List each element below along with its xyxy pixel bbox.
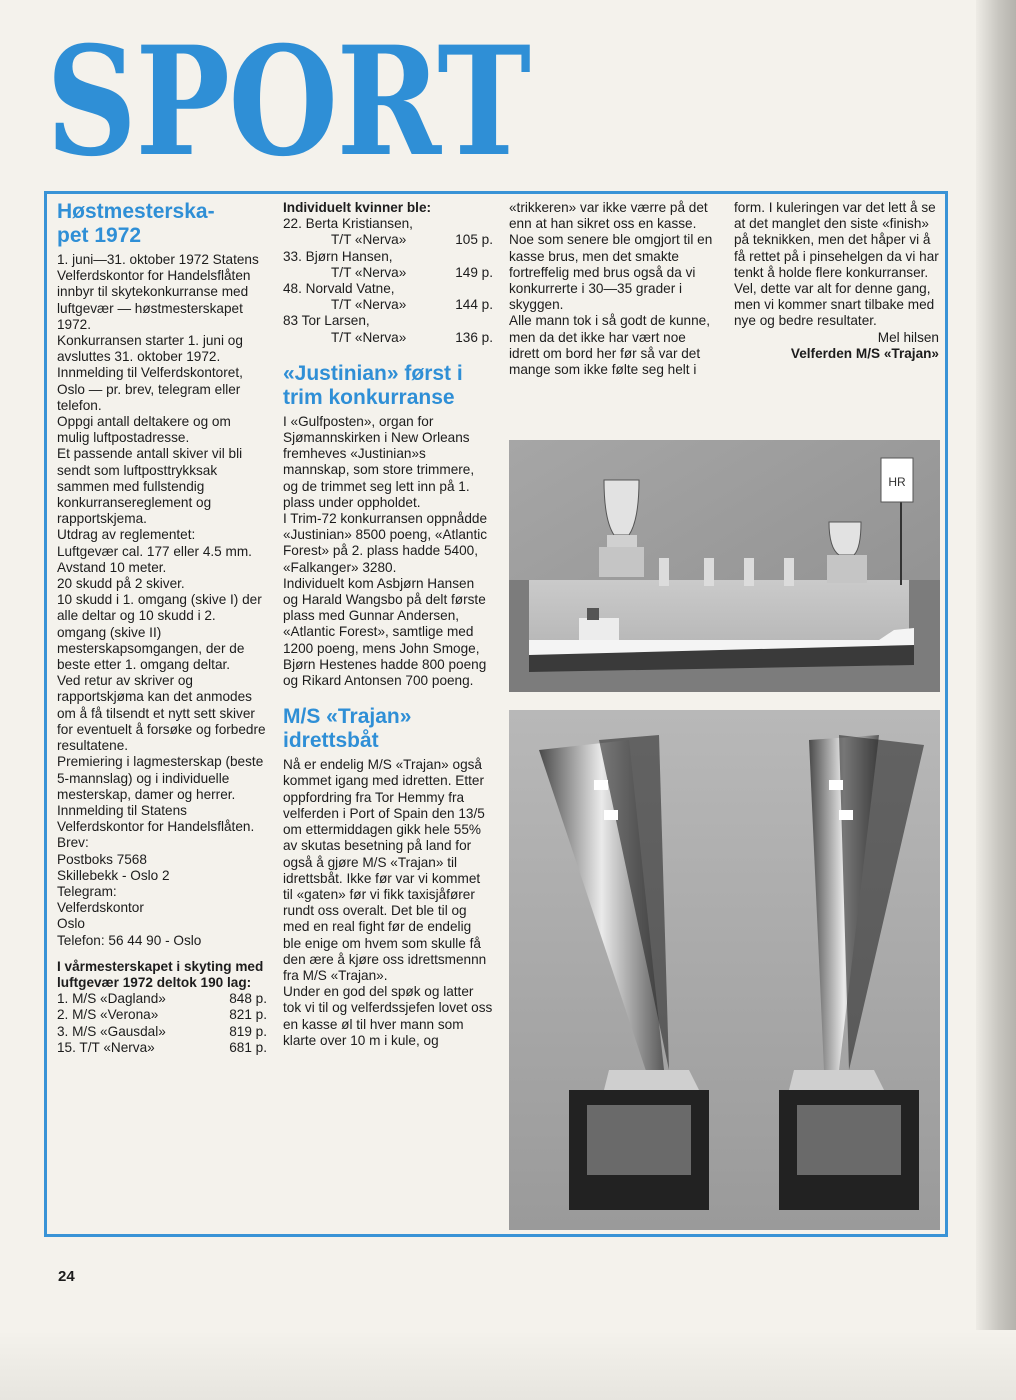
trajan-paragraph: Nå er endelig M/S «Trajan» også kommet igang med idretten. Etter oppfordring fra Tor Hemmy fra velferden i Port of Spain den 13/5 om ettermiddagen gikk hele 55% av skutas besetning på land for også å gjøre M/S «Trajan» til idrettsbåt. Ikke før var vi kommet til «gaten» før vi fikk taxisjåfører rundt oss overalt. Det ble til og med en real fight før de endelig ble enige om hvem som skulle få den ære å kjøre oss idrettsmennn fra M/S «Trajan». bbox=[283, 757, 487, 983]
trophy-left-collar bbox=[604, 1070, 699, 1090]
result-ship: 2. M/S «Verona» bbox=[57, 1007, 159, 1023]
emblem-flag bbox=[839, 810, 853, 820]
column-1 bbox=[57, 200, 267, 1056]
result-ship: 3. M/S «Gausdal» bbox=[57, 1023, 166, 1039]
women-name: 48. Norvald Vatne, bbox=[283, 281, 395, 297]
trophy-cup-medium-base bbox=[827, 555, 867, 583]
women-points: 149 p. bbox=[455, 264, 493, 280]
result-points: 821 p. bbox=[229, 1007, 267, 1023]
address-line: Oslo bbox=[57, 916, 85, 932]
justinian-paragraph: I «Gulfposten», organ for Sjømannskirken i New Orleans fremheves «Justinian»s mannskap, som store trimmere, og de trimmet seg lett inn på 1. plass under oppholdet. bbox=[283, 413, 475, 510]
women-ship: T/T «Nerva» bbox=[331, 297, 407, 313]
ship-funnel bbox=[587, 608, 599, 620]
heading-hostmesterskapet: Høstmesterska- pet 1972 bbox=[57, 200, 215, 247]
photo-two-trophies bbox=[509, 710, 940, 1230]
col1-paragraph: 20 skudd på 2 skiver. bbox=[57, 576, 185, 592]
col1-paragraph: Innmelding til Velferdskontoret, Oslo — pr. brev, telegram eller telefon. bbox=[57, 365, 243, 413]
women-line bbox=[283, 297, 493, 313]
women-results bbox=[283, 216, 493, 346]
col3-paragraph: «trikkeren» var ikke værre på det enn at han sikret oss en kasse. Noe som senere ble omgjort til en kasse brus, men det smakte fortreffelig med brus også da vi konkurrerte i 30—35 grader i skyggen. bbox=[509, 200, 713, 313]
page-bottom-margin bbox=[0, 1330, 1016, 1400]
women-line bbox=[283, 330, 493, 346]
ship-bridge bbox=[579, 618, 619, 640]
women-line bbox=[283, 265, 493, 281]
masthead-title: SPORT bbox=[46, 14, 530, 190]
hr-flag-text: HR bbox=[888, 475, 906, 489]
col1-paragraph: Premiering i lagmesterskap (beste 5-mannslag) og i individuelle mesterskap, damer og herrer. bbox=[57, 754, 264, 802]
result-points: 681 p. bbox=[229, 1039, 267, 1055]
women-line bbox=[283, 232, 493, 248]
small-cup bbox=[784, 558, 794, 586]
photo-two-trophies-svg bbox=[509, 710, 940, 1230]
col4-paragraph: form. I kuleringen var det lett å se at det manglet den siste «finish» på teknikken, men det håper vi å få rettet på i pinsehelgen da vi har tenkt å holde flere konkurranser. bbox=[734, 200, 939, 280]
women-name: 33. Bjørn Hansen, bbox=[283, 248, 393, 264]
page-binding-shadow bbox=[976, 0, 1016, 1400]
result-row bbox=[57, 1007, 267, 1023]
column-3 bbox=[509, 200, 714, 378]
women-ship: T/T «Nerva» bbox=[331, 232, 407, 248]
photo-trophies-ship-model bbox=[509, 440, 940, 692]
women-points: 144 p. bbox=[455, 297, 493, 313]
women-points: 136 p. bbox=[455, 329, 493, 345]
col3-paragraph: Alle mann tok i så godt de kunne, men da det ikke har vært noe idrett om bord her før så var det mange som ikke følte seg helt i bbox=[509, 313, 711, 378]
col4-paragraph: Vel, dette var alt for denne gang, men vi kommer snart tilbake med nye og bedre resultater. bbox=[734, 281, 935, 329]
col1-paragraph: 1. juni—31. oktober 1972 Statens Velferdskontor for Handelsflåten innbyr til skytekonkurranse med luftgevær — høstmesterskapet 1972. bbox=[57, 252, 259, 332]
result-points: 819 p. bbox=[229, 1023, 267, 1039]
heading-trajan: M/S «Trajan» idrettsbåt bbox=[283, 705, 412, 753]
women-entry bbox=[283, 249, 493, 281]
address-line: Brev: bbox=[57, 835, 89, 851]
col1-paragraph: Konkurransen starter 1. juni og avsluttes 31. oktober 1972. bbox=[57, 333, 243, 365]
signature: Velferden M/S «Trajan» bbox=[790, 345, 939, 361]
justinian-text bbox=[283, 414, 493, 689]
col1-paragraph: 10 skudd i 1. omgang (skive I) der alle deltar og 10 skudd i 2. omgang (skive II) mesterskapsomgangen, der de beste etter 1. omgang deltar. bbox=[57, 592, 262, 673]
women-ship: T/T «Nerva» bbox=[331, 264, 407, 280]
address-line: Velferdskontor bbox=[57, 900, 144, 916]
women-name: 83 Tor Larsen, bbox=[283, 313, 370, 329]
emblem-flag bbox=[604, 810, 618, 820]
col1-paragraph: Et passende antall skiver vil bli sendt som luftposttrykksak sammen med fullstendig konkurransereglement og rapportskjema. bbox=[57, 446, 243, 527]
address-line: Telegram: bbox=[57, 883, 117, 899]
col1-paragraph: Innmelding til Statens Velferdskontor for Handelsflåten. bbox=[57, 802, 255, 835]
emblem-flag bbox=[829, 780, 843, 790]
trophy-right-collar bbox=[789, 1070, 884, 1090]
women-heading: Individuelt kvinner ble: bbox=[283, 200, 432, 215]
column-2 bbox=[283, 200, 493, 1049]
heading-justinian: «Justinian» først i trim konkurranse bbox=[283, 361, 463, 409]
small-cup bbox=[744, 558, 754, 586]
address-line: Postboks 7568 bbox=[57, 851, 147, 867]
col1-paragraph: Luftgevær cal. 177 eller 4.5 mm. bbox=[57, 543, 252, 559]
trophy-cup-large-base bbox=[599, 547, 644, 577]
trophy-right-plaque bbox=[797, 1105, 901, 1175]
address-line: Telefon: 56 44 90 - Oslo bbox=[57, 932, 202, 948]
photo-trophies-svg bbox=[509, 440, 940, 692]
col1-paragraph: Utdrag av reglementet: bbox=[57, 527, 196, 543]
results-heading: I vårmesterskapet i skyting med luftgevær 1972 deltok 190 lag: bbox=[57, 958, 264, 990]
emblem-flag bbox=[594, 780, 608, 790]
address-line: Skillebekk - Oslo 2 bbox=[57, 867, 170, 883]
results-list bbox=[57, 991, 267, 1056]
small-cup bbox=[659, 558, 669, 586]
col1-paragraph: Oppgi antall deltakere og om mulig luftpostadresse. bbox=[57, 414, 231, 446]
column-4 bbox=[734, 200, 939, 362]
small-cup bbox=[704, 558, 714, 586]
result-row bbox=[57, 991, 267, 1007]
trajan-text bbox=[283, 757, 493, 1049]
trophy-cup-large-stem bbox=[607, 535, 637, 547]
result-ship: 1. M/S «Dagland» bbox=[57, 991, 166, 1007]
greeting: Mel hilsen bbox=[877, 329, 939, 345]
result-row bbox=[57, 1024, 267, 1040]
col1-paragraph: Ved retur av skriver og rapportskjøma kan det anmodes om å få tilsendt et nytt sett skiver for eventuelt å forsøke og forbedre resultatene. bbox=[57, 673, 266, 754]
women-entry bbox=[283, 281, 493, 313]
page-number: 24 bbox=[58, 1268, 75, 1285]
trophy-left-plaque bbox=[587, 1105, 691, 1175]
address-block bbox=[57, 835, 267, 948]
women-name: 22. Berta Kristiansen, bbox=[283, 216, 413, 232]
justinian-paragraph: Individuelt kom Asbjørn Hansen og Harald Wangsbo på delt første plass med Gunnar Andersen, «Atlantic Forest», samtlige med 1200 poeng, mens John Smoge, Bjørn Hestenes hadde 800 poeng og Rikard Antonsen 700 poeng. bbox=[283, 575, 487, 689]
women-entry bbox=[283, 313, 493, 345]
result-points: 848 p. bbox=[229, 991, 267, 1007]
women-ship: T/T «Nerva» bbox=[331, 329, 407, 345]
justinian-paragraph: I Trim-72 konkurransen oppnådde «Justinian» 8500 poeng, «Atlantic Forest» på 2. plass hadde 5400, «Falkanger» 3280. bbox=[283, 511, 488, 575]
women-entry bbox=[283, 216, 493, 248]
masthead bbox=[46, 14, 546, 190]
result-row bbox=[57, 1040, 267, 1056]
women-points: 105 p. bbox=[455, 232, 493, 248]
col1-paragraph: Avstand 10 meter. bbox=[57, 559, 167, 575]
result-ship: 15. T/T «Nerva» bbox=[57, 1039, 155, 1055]
col1-paragraphs bbox=[57, 252, 267, 835]
trajan-paragraph: Under en god del spøk og latter tok vi til og velferdssjefen lovet oss en kasse øl til hver mann som klarte over 10 m i kule, og bbox=[283, 984, 493, 1048]
